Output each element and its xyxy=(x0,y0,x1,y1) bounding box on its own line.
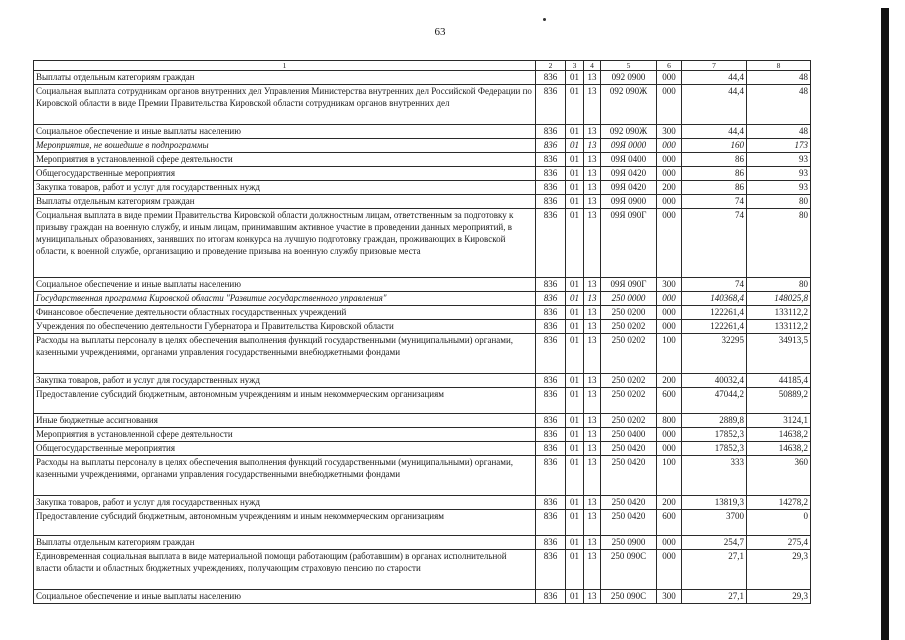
section-cell: 01 xyxy=(566,85,584,125)
admin-code-cell: 836 xyxy=(536,71,566,85)
table-row xyxy=(34,374,811,388)
table-row xyxy=(34,414,811,428)
target-article-cell: 09Я 090Г xyxy=(601,209,657,278)
header-col-6: 6 xyxy=(657,61,682,71)
budget-table xyxy=(33,60,811,604)
table-row xyxy=(34,590,811,604)
admin-code-cell: 836 xyxy=(536,167,566,181)
admin-code-cell: 836 xyxy=(536,374,566,388)
description-cell: Социальное обеспечение и иные выплаты населению xyxy=(34,278,536,292)
table-row xyxy=(34,428,811,442)
table-row xyxy=(34,550,811,590)
expense-type-cell: 000 xyxy=(657,536,682,550)
expense-type-cell: 000 xyxy=(657,550,682,590)
description-cell: Единовременная социальная выплата в виде материальной помощи работающим (работавшим) в органах исполнительной власти области и областных бюджетных учреждениях, получающим страховую пенсию по старости xyxy=(34,550,536,590)
subsection-cell: 13 xyxy=(584,181,601,195)
description-cell: Закупка товаров, работ и услуг для государственных нужд xyxy=(34,181,536,195)
admin-code-cell: 836 xyxy=(536,306,566,320)
subsection-cell: 13 xyxy=(584,496,601,510)
scan-edge-bar xyxy=(881,8,889,640)
amount-year2-cell: 14638,2 xyxy=(747,442,811,456)
table-row xyxy=(34,167,811,181)
admin-code-cell: 836 xyxy=(536,334,566,374)
table-row xyxy=(34,181,811,195)
subsection-cell: 13 xyxy=(584,374,601,388)
expense-type-cell: 000 xyxy=(657,306,682,320)
description-cell: Общегосударственные мероприятия xyxy=(34,167,536,181)
amount-year2-cell: 93 xyxy=(747,167,811,181)
description-cell: Социальная выплата сотрудникам органов внутренних дел Управления Министерства внутренних дел Российской Федерации по Кировской области в виде Премии Правительства Кировской области сотрудникам органов внутренних дел xyxy=(34,85,536,125)
target-article-cell: 250 0202 xyxy=(601,414,657,428)
amount-year2-cell: 29,3 xyxy=(747,590,811,604)
table-row xyxy=(34,85,811,125)
section-cell: 01 xyxy=(566,167,584,181)
admin-code-cell: 836 xyxy=(536,125,566,139)
admin-code-cell: 836 xyxy=(536,292,566,306)
admin-code-cell: 836 xyxy=(536,590,566,604)
target-article-cell: 09Я 0420 xyxy=(601,167,657,181)
expense-type-cell: 300 xyxy=(657,125,682,139)
subsection-cell: 13 xyxy=(584,388,601,414)
expense-type-cell: 100 xyxy=(657,334,682,374)
amount-year1-cell: 74 xyxy=(682,209,747,278)
amount-year1-cell: 44,4 xyxy=(682,125,747,139)
admin-code-cell: 836 xyxy=(536,414,566,428)
table-row xyxy=(34,125,811,139)
subsection-cell: 13 xyxy=(584,292,601,306)
target-article-cell: 09Я 0900 xyxy=(601,195,657,209)
admin-code-cell: 836 xyxy=(536,195,566,209)
description-cell: Мероприятия в установленной сфере деятельности xyxy=(34,153,536,167)
admin-code-cell: 836 xyxy=(536,496,566,510)
amount-year1-cell: 74 xyxy=(682,195,747,209)
amount-year2-cell: 80 xyxy=(747,209,811,278)
section-cell: 01 xyxy=(566,334,584,374)
description-cell: Выплаты отдельным категориям граждан xyxy=(34,536,536,550)
target-article-cell: 092 0900 xyxy=(601,71,657,85)
page-number: 63 xyxy=(434,26,446,38)
section-cell: 01 xyxy=(566,388,584,414)
table-row xyxy=(34,306,811,320)
target-article-cell: 250 0900 xyxy=(601,536,657,550)
subsection-cell: 13 xyxy=(584,510,601,536)
admin-code-cell: 836 xyxy=(536,181,566,195)
amount-year1-cell: 44,4 xyxy=(682,71,747,85)
amount-year2-cell: 44185,4 xyxy=(747,374,811,388)
amount-year1-cell: 3700 xyxy=(682,510,747,536)
subsection-cell: 13 xyxy=(584,195,601,209)
target-article-cell: 250 0420 xyxy=(601,442,657,456)
expense-type-cell: 000 xyxy=(657,292,682,306)
amount-year1-cell: 122261,4 xyxy=(682,320,747,334)
admin-code-cell: 836 xyxy=(536,428,566,442)
description-cell: Предоставление субсидий бюджетным, автономным учреждениям и иным некоммерческим организациям xyxy=(34,388,536,414)
table-row xyxy=(34,334,811,374)
header-col-8: 8 xyxy=(747,61,811,71)
section-cell: 01 xyxy=(566,320,584,334)
admin-code-cell: 836 xyxy=(536,550,566,590)
target-article-cell: 092 090Ж xyxy=(601,125,657,139)
section-cell: 01 xyxy=(566,209,584,278)
amount-year2-cell: 48 xyxy=(747,85,811,125)
table-row xyxy=(34,139,811,153)
expense-type-cell: 300 xyxy=(657,590,682,604)
amount-year1-cell: 13819,3 xyxy=(682,496,747,510)
subsection-cell: 13 xyxy=(584,278,601,292)
target-article-cell: 250 0200 xyxy=(601,306,657,320)
amount-year2-cell: 80 xyxy=(747,195,811,209)
section-cell: 01 xyxy=(566,374,584,388)
amount-year1-cell: 140368,4 xyxy=(682,292,747,306)
expense-type-cell: 000 xyxy=(657,442,682,456)
target-article-cell: 09Я 0400 xyxy=(601,153,657,167)
amount-year1-cell: 160 xyxy=(682,139,747,153)
expense-type-cell: 000 xyxy=(657,428,682,442)
table-row xyxy=(34,496,811,510)
description-cell: Социальное обеспечение и иные выплаты населению xyxy=(34,590,536,604)
header-col-7: 7 xyxy=(682,61,747,71)
expense-type-cell: 000 xyxy=(657,71,682,85)
amount-year2-cell: 48 xyxy=(747,71,811,85)
amount-year2-cell: 93 xyxy=(747,181,811,195)
amount-year1-cell: 27,1 xyxy=(682,590,747,604)
amount-year1-cell: 74 xyxy=(682,278,747,292)
amount-year1-cell: 2889,8 xyxy=(682,414,747,428)
amount-year1-cell: 86 xyxy=(682,181,747,195)
admin-code-cell: 836 xyxy=(536,209,566,278)
table-row xyxy=(34,209,811,278)
expense-type-cell: 200 xyxy=(657,181,682,195)
description-cell: Мероприятия в установленной сфере деятельности xyxy=(34,428,536,442)
admin-code-cell: 836 xyxy=(536,153,566,167)
target-article-cell: 250 0202 xyxy=(601,320,657,334)
amount-year2-cell: 0 xyxy=(747,510,811,536)
amount-year1-cell: 47044,2 xyxy=(682,388,747,414)
target-article-cell: 250 0202 xyxy=(601,334,657,374)
description-cell: Расходы на выплаты персоналу в целях обеспечения выполнения функций государственными (муниципальными) органами, казенными учреждениями, органами управления государственными внебюджетными фондами xyxy=(34,334,536,374)
description-cell: Иные бюджетные ассигнования xyxy=(34,414,536,428)
amount-year1-cell: 86 xyxy=(682,167,747,181)
subsection-cell: 13 xyxy=(584,334,601,374)
target-article-cell: 250 0420 xyxy=(601,510,657,536)
subsection-cell: 13 xyxy=(584,536,601,550)
amount-year2-cell: 148025,8 xyxy=(747,292,811,306)
expense-type-cell: 200 xyxy=(657,374,682,388)
target-article-cell: 250 090С xyxy=(601,550,657,590)
section-cell: 01 xyxy=(566,442,584,456)
table-body xyxy=(34,61,811,604)
amount-year2-cell: 80 xyxy=(747,278,811,292)
admin-code-cell: 836 xyxy=(536,85,566,125)
table-row xyxy=(34,388,811,414)
subsection-cell: 13 xyxy=(584,85,601,125)
section-cell: 01 xyxy=(566,278,584,292)
subsection-cell: 13 xyxy=(584,550,601,590)
section-cell: 01 xyxy=(566,510,584,536)
amount-year2-cell: 14638,2 xyxy=(747,428,811,442)
target-article-cell: 250 0202 xyxy=(601,388,657,414)
subsection-cell: 13 xyxy=(584,442,601,456)
expense-type-cell: 600 xyxy=(657,388,682,414)
section-cell: 01 xyxy=(566,292,584,306)
subsection-cell: 13 xyxy=(584,428,601,442)
expense-type-cell: 100 xyxy=(657,456,682,496)
description-cell: Расходы на выплаты персоналу в целях обеспечения выполнения функций государственными (муниципальными) органами, казенными учреждениями, органами управления государственными внебюджетными фондами xyxy=(34,456,536,496)
header-col-1: 1 xyxy=(34,61,536,71)
header-col-5: 5 xyxy=(601,61,657,71)
section-cell: 01 xyxy=(566,153,584,167)
section-cell: 01 xyxy=(566,195,584,209)
header-col-2: 2 xyxy=(536,61,566,71)
admin-code-cell: 836 xyxy=(536,388,566,414)
section-cell: 01 xyxy=(566,181,584,195)
section-cell: 01 xyxy=(566,306,584,320)
admin-code-cell: 836 xyxy=(536,442,566,456)
subsection-cell: 13 xyxy=(584,153,601,167)
expense-type-cell: 000 xyxy=(657,85,682,125)
header-col-4: 4 xyxy=(584,61,601,71)
amount-year2-cell: 360 xyxy=(747,456,811,496)
table-row xyxy=(34,195,811,209)
scan-speck xyxy=(543,18,546,21)
description-cell: Мероприятия, не вошедшие в подпрограммы xyxy=(34,139,536,153)
expense-type-cell: 000 xyxy=(657,167,682,181)
amount-year2-cell: 133112,2 xyxy=(747,306,811,320)
description-cell: Общегосударственные мероприятия xyxy=(34,442,536,456)
target-article-cell: 250 0000 xyxy=(601,292,657,306)
admin-code-cell: 836 xyxy=(536,320,566,334)
amount-year1-cell: 17852,3 xyxy=(682,442,747,456)
target-article-cell: 250 0400 xyxy=(601,428,657,442)
expense-type-cell: 000 xyxy=(657,320,682,334)
amount-year2-cell: 34913,5 xyxy=(747,334,811,374)
description-cell: Закупка товаров, работ и услуг для государственных нужд xyxy=(34,374,536,388)
expense-type-cell: 200 xyxy=(657,496,682,510)
description-cell: Финансовое обеспечение деятельности областных государственных учреждений xyxy=(34,306,536,320)
admin-code-cell: 836 xyxy=(536,510,566,536)
section-cell: 01 xyxy=(566,456,584,496)
section-cell: 01 xyxy=(566,125,584,139)
amount-year1-cell: 44,4 xyxy=(682,85,747,125)
table-row xyxy=(34,278,811,292)
subsection-cell: 13 xyxy=(584,590,601,604)
amount-year2-cell: 275,4 xyxy=(747,536,811,550)
amount-year2-cell: 50889,2 xyxy=(747,388,811,414)
admin-code-cell: 836 xyxy=(536,278,566,292)
target-article-cell: 09Я 0420 xyxy=(601,181,657,195)
amount-year2-cell: 29,3 xyxy=(747,550,811,590)
amount-year1-cell: 32295 xyxy=(682,334,747,374)
table-row xyxy=(34,510,811,536)
expense-type-cell: 000 xyxy=(657,153,682,167)
table-row xyxy=(34,536,811,550)
table-row xyxy=(34,320,811,334)
section-cell: 01 xyxy=(566,590,584,604)
admin-code-cell: 836 xyxy=(536,536,566,550)
table-row xyxy=(34,292,811,306)
expense-type-cell: 300 xyxy=(657,278,682,292)
amount-year1-cell: 86 xyxy=(682,153,747,167)
section-cell: 01 xyxy=(566,536,584,550)
amount-year2-cell: 173 xyxy=(747,139,811,153)
expense-type-cell: 000 xyxy=(657,195,682,209)
table-row xyxy=(34,456,811,496)
description-cell: Предоставление субсидий бюджетным, автономным учреждениям и иным некоммерческим организациям xyxy=(34,510,536,536)
header-col-3: 3 xyxy=(566,61,584,71)
target-article-cell: 09Я 0000 xyxy=(601,139,657,153)
admin-code-cell: 836 xyxy=(536,139,566,153)
description-cell: Выплаты отдельным категориям граждан xyxy=(34,195,536,209)
target-article-cell: 250 0420 xyxy=(601,456,657,496)
amount-year1-cell: 333 xyxy=(682,456,747,496)
section-cell: 01 xyxy=(566,71,584,85)
subsection-cell: 13 xyxy=(584,125,601,139)
subsection-cell: 13 xyxy=(584,414,601,428)
description-cell: Социальная выплата в виде премии Правительства Кировской области должностным лицам, ответственным за подготовку к призыву граждан на военную службу, и иным лицам, принимавшим активное участие в проведении данных мероприятий, в муниципальных образованиях, занявших по итогам конкурса на лучшую подготовку граждан, проживающих в Кировской области, к военной службе, организацию и проведение призыва на военную службу призовые места xyxy=(34,209,536,278)
amount-year1-cell: 122261,4 xyxy=(682,306,747,320)
target-article-cell: 250 0202 xyxy=(601,374,657,388)
expense-type-cell: 800 xyxy=(657,414,682,428)
header-row xyxy=(34,61,811,71)
amount-year2-cell: 133112,2 xyxy=(747,320,811,334)
expense-type-cell: 000 xyxy=(657,209,682,278)
section-cell: 01 xyxy=(566,550,584,590)
section-cell: 01 xyxy=(566,428,584,442)
description-cell: Социальное обеспечение и иные выплаты населению xyxy=(34,125,536,139)
subsection-cell: 13 xyxy=(584,139,601,153)
amount-year1-cell: 254,7 xyxy=(682,536,747,550)
amount-year1-cell: 27,1 xyxy=(682,550,747,590)
target-article-cell: 092 090Ж xyxy=(601,85,657,125)
description-cell: Выплаты отдельным категориям граждан xyxy=(34,71,536,85)
table-row xyxy=(34,153,811,167)
subsection-cell: 13 xyxy=(584,320,601,334)
expense-type-cell: 600 xyxy=(657,510,682,536)
subsection-cell: 13 xyxy=(584,209,601,278)
admin-code-cell: 836 xyxy=(536,456,566,496)
table-row xyxy=(34,71,811,85)
amount-year1-cell: 40032,4 xyxy=(682,374,747,388)
amount-year2-cell: 48 xyxy=(747,125,811,139)
subsection-cell: 13 xyxy=(584,71,601,85)
subsection-cell: 13 xyxy=(584,306,601,320)
target-article-cell: 250 090С xyxy=(601,590,657,604)
section-cell: 01 xyxy=(566,139,584,153)
amount-year2-cell: 14278,2 xyxy=(747,496,811,510)
table-row xyxy=(34,442,811,456)
section-cell: 01 xyxy=(566,414,584,428)
subsection-cell: 13 xyxy=(584,456,601,496)
expense-type-cell: 000 xyxy=(657,139,682,153)
amount-year2-cell: 93 xyxy=(747,153,811,167)
amount-year2-cell: 3124,1 xyxy=(747,414,811,428)
amount-year1-cell: 17852,3 xyxy=(682,428,747,442)
subsection-cell: 13 xyxy=(584,167,601,181)
target-article-cell: 250 0420 xyxy=(601,496,657,510)
description-cell: Государственная программа Кировской области "Развитие государственного управления" xyxy=(34,292,536,306)
description-cell: Закупка товаров, работ и услуг для государственных нужд xyxy=(34,496,536,510)
target-article-cell: 09Я 090Г xyxy=(601,278,657,292)
description-cell: Учреждения по обеспечению деятельности Губернатора и Правительства Кировской области xyxy=(34,320,536,334)
section-cell: 01 xyxy=(566,496,584,510)
